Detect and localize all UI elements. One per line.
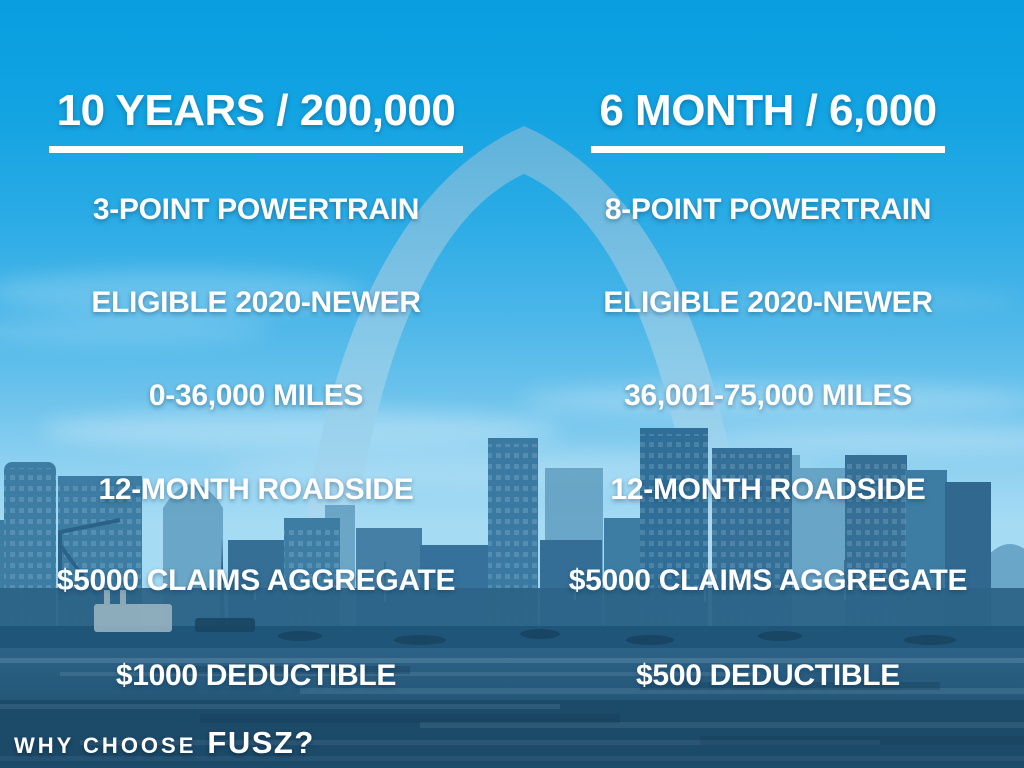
plan-10yr-claims: $5000 CLAIMS AGGREGATE: [56, 564, 456, 597]
plan-10yr-powertrain: 3-POINT POWERTRAIN: [92, 193, 420, 226]
plan-6mo-deductible: $500 DEDUCTIBLE: [636, 659, 900, 692]
plan-header-10yr: 10 YEARS / 200,000: [49, 86, 464, 153]
plan-10yr-eligibility: ELIGIBLE 2020-NEWER: [91, 286, 421, 319]
brand-name: FUSZ?: [207, 725, 315, 760]
plan-6mo-powertrain: 8-POINT POWERTRAIN: [604, 193, 932, 226]
plan-6mo-roadside: 12-MONTH ROADSIDE: [610, 473, 926, 506]
tagline-prefix: WHY CHOOSE: [14, 733, 197, 758]
brand-tagline: [14, 725, 315, 761]
plan-10yr-mileage: 0-36,000 MILES: [148, 379, 364, 412]
plan-6mo-claims: $5000 CLAIMS AGGREGATE: [568, 564, 968, 597]
plan-10yr-deductible: $1000 DEDUCTIBLE: [115, 659, 397, 692]
plan-6mo-eligibility: ELIGIBLE 2020-NEWER: [603, 286, 933, 319]
plan-10yr-roadside: 12-MONTH ROADSIDE: [98, 473, 414, 506]
plan-column-6mo: [512, 0, 1024, 768]
plan-6mo-mileage: 36,001-75,000 MILES: [624, 379, 912, 412]
plan-header-6mo: 6 MONTH / 6,000: [591, 86, 944, 153]
